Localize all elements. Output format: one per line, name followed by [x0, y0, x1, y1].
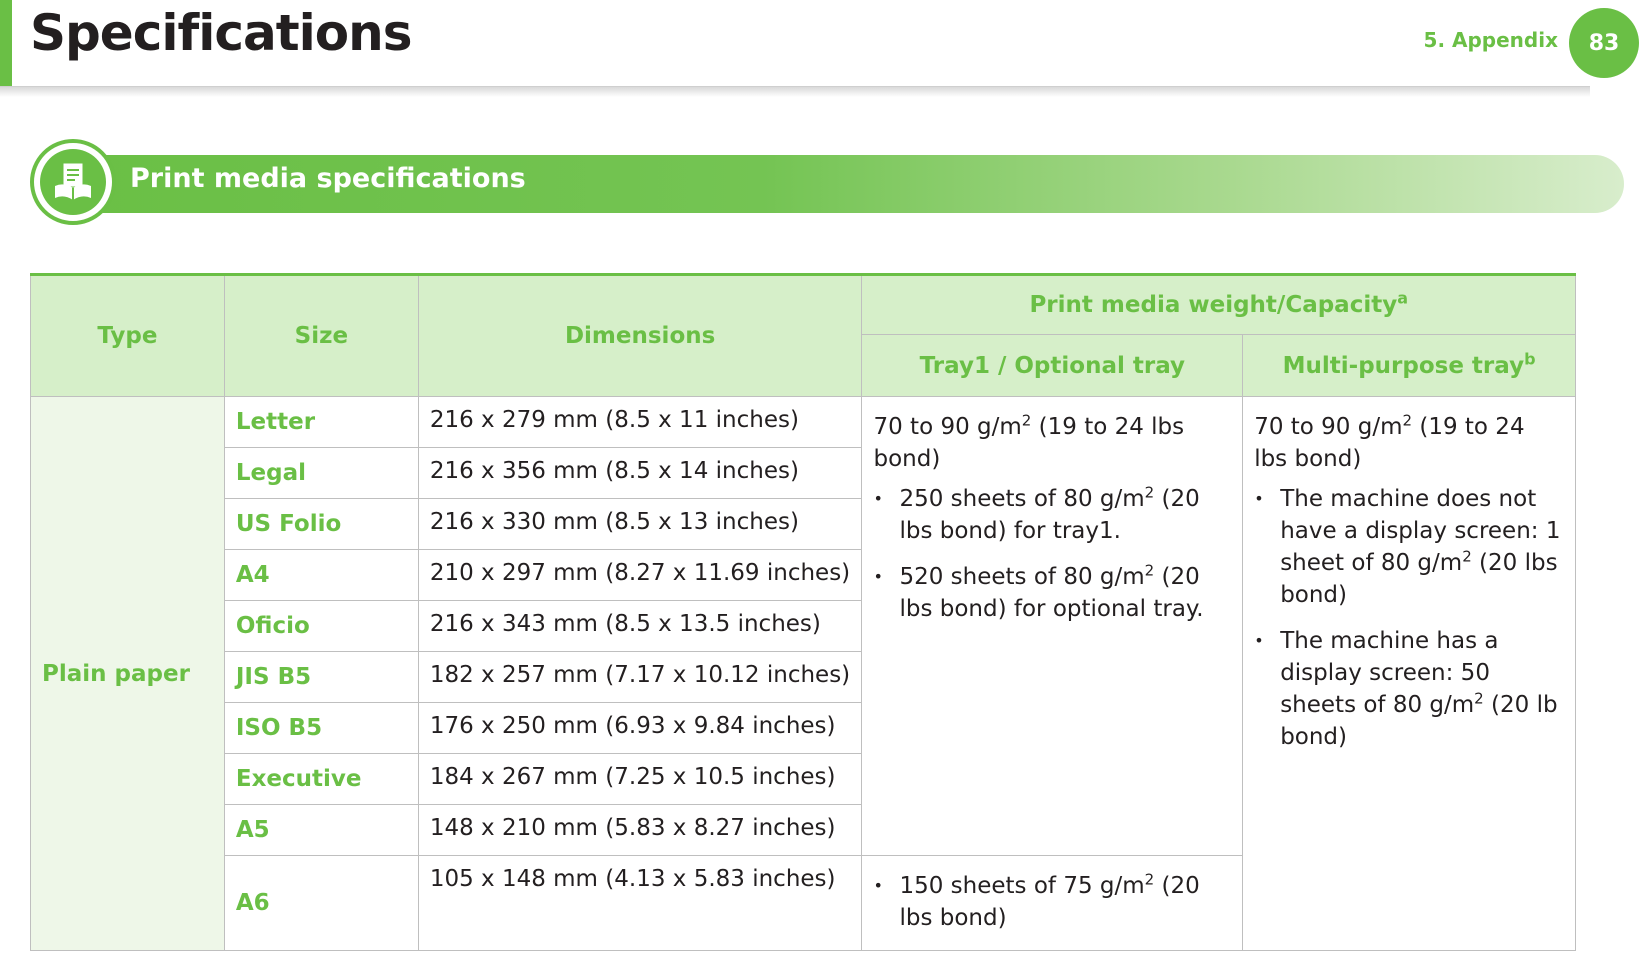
tray1-bullet2-sup: 2	[1144, 561, 1155, 580]
size-cell: A5	[224, 805, 418, 856]
mp-intro-text: 70 to 90 g/m	[1254, 414, 1403, 440]
multipurpose-capacity-cell	[1243, 397, 1576, 951]
list-item	[899, 483, 1231, 547]
size-cell: ISO B5	[224, 703, 418, 754]
header-size: Size	[224, 275, 418, 397]
tray1-intro-text: 70 to 90 g/m	[873, 414, 1022, 440]
list-item	[1280, 483, 1564, 611]
dimensions-cell: 148 x 210 mm (5.83 x 8.27 inches)	[418, 805, 862, 856]
tray1-intro-sup: 2	[1021, 411, 1032, 430]
header-divider	[0, 86, 1590, 97]
header-multipurpose-label: Multi-purpose tray	[1282, 352, 1525, 379]
print-media-table	[30, 273, 1576, 951]
table-row	[31, 397, 1576, 448]
header-type: Type	[31, 275, 225, 397]
header-multipurpose	[1243, 335, 1576, 397]
mp-intro	[1254, 411, 1564, 475]
page-title: Specifications	[30, 4, 412, 62]
tray1-bullet1-sup: 2	[1144, 483, 1155, 502]
tray1-capacity-cell	[862, 397, 1243, 856]
tray1-bullet2-text-2: (20 lbs bond) for optional tray.	[899, 564, 1204, 622]
mp-bullet1-text: The machine does not have a display screen: 1 sheet of 80 g/m	[1280, 486, 1561, 576]
tray1-intro	[873, 411, 1231, 475]
size-cell: Letter	[224, 397, 418, 448]
size-cell: Executive	[224, 754, 418, 805]
tray1-intro-text-2: (19 to 24 lbs bond)	[873, 414, 1185, 472]
header-tray1: Tray1 / Optional tray	[862, 335, 1243, 397]
size-cell: A6	[224, 856, 418, 951]
size-cell: US Folio	[224, 499, 418, 550]
mp-bullet1-text-2: (20 lbs bond)	[1280, 550, 1558, 608]
chapter-label: 5. Appendix	[1423, 28, 1558, 52]
header-accent-bar	[0, 0, 12, 90]
dimensions-cell: 216 x 343 mm (8.5 x 13.5 inches)	[418, 601, 862, 652]
size-cell: Legal	[224, 448, 418, 499]
tray1-bullet1-text-2: (20 lbs bond) for tray1.	[899, 486, 1200, 544]
tray1-a6-sup: 2	[1144, 870, 1155, 889]
list-item	[899, 561, 1231, 625]
mp-bullet1-sup: 2	[1462, 547, 1472, 566]
tray1-bullet1-text: 250 sheets of 80 g/m	[899, 486, 1145, 512]
list-item	[1280, 625, 1564, 753]
tray1-bullet2-text: 520 sheets of 80 g/m	[899, 564, 1145, 590]
dimensions-cell: 182 x 257 mm (7.17 x 10.12 inches)	[418, 652, 862, 703]
mp-bullet2-sup: 2	[1474, 689, 1484, 708]
tray1-a6-text: 150 sheets of 75 g/m	[899, 873, 1145, 899]
dimensions-cell: 216 x 279 mm (8.5 x 11 inches)	[418, 397, 862, 448]
tray1-a6-bullets	[873, 870, 1231, 934]
footnote-b: b	[1524, 349, 1536, 369]
footnote-a: a	[1397, 288, 1409, 308]
header-dimensions: Dimensions	[418, 275, 862, 397]
dimensions-cell: 176 x 250 mm (6.93 x 9.84 inches)	[418, 703, 862, 754]
size-cell: Oficio	[224, 601, 418, 652]
dimensions-cell: 216 x 356 mm (8.5 x 14 inches)	[418, 448, 862, 499]
mp-intro-sup: 2	[1402, 411, 1413, 430]
mp-intro-text-2: (19 to 24 lbs bond)	[1254, 414, 1525, 472]
page-number-badge: 83	[1569, 8, 1639, 78]
section-title: Print media specifications	[130, 163, 526, 194]
dimensions-cell: 184 x 267 mm (7.25 x 10.5 inches)	[418, 754, 862, 805]
header-weight-capacity-label: Print media weight/Capacity	[1029, 292, 1398, 319]
dimensions-cell: 216 x 330 mm (8.5 x 13 inches)	[418, 499, 862, 550]
dimensions-cell: 210 x 297 mm (8.27 x 11.69 inches)	[418, 550, 862, 601]
tray1-a6-capacity-cell	[862, 856, 1243, 951]
book-icon	[51, 160, 95, 204]
tray1-bullets	[873, 483, 1231, 625]
mp-bullet2-text: The machine has a display screen: 50 sheets of 80 g/m	[1280, 628, 1499, 718]
header-weight-capacity	[862, 275, 1576, 335]
mp-bullet2-text-2: (20 lb bond)	[1280, 692, 1558, 750]
list-item	[899, 870, 1231, 934]
dimensions-cell: 105 x 148 mm (4.13 x 5.83 inches)	[418, 856, 862, 951]
tray1-a6-text-2: (20 lbs bond)	[899, 873, 1200, 931]
type-cell: Plain paper	[31, 397, 225, 951]
size-cell: JIS B5	[224, 652, 418, 703]
mp-bullets	[1254, 483, 1564, 753]
size-cell: A4	[224, 550, 418, 601]
section-icon-badge	[30, 139, 116, 225]
